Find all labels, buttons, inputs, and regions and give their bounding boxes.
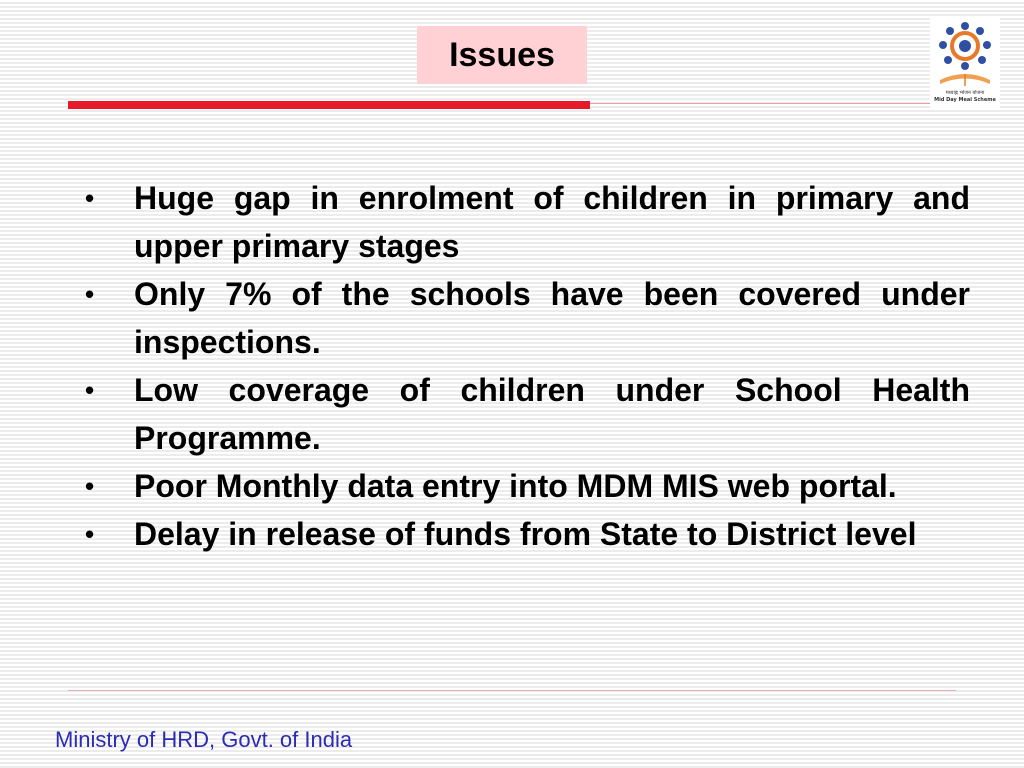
title-underline-thin [590,103,930,104]
bullet-dot-icon: • [85,183,95,213]
slide-title: Issues [417,26,587,84]
bullet-item [85,366,970,462]
bullet-item [85,270,970,366]
issues-bullet-list [85,174,970,558]
bullet-text: Poor Monthly data entry into MDM MIS web portal. [134,468,897,504]
logo-caption-english: Mid Day Meal Scheme [934,97,996,103]
footer-ministry-label: Ministry of HRD, Govt. of India [55,727,353,752]
logo-emblem-icon [930,18,1000,90]
bullet-text: Low coverage of children under School Health Programme. [134,372,970,456]
logo-caption-hindi: मध्याह्न भोजन योजना [945,90,985,96]
bullet-item [85,510,970,558]
bullet-dot-icon: • [85,279,95,309]
bullet-item [85,462,970,510]
mid-day-meal-logo [930,18,1000,108]
bullet-text: Delay in release of funds from State to District level [134,516,917,552]
title-underline-accent [68,101,590,109]
bullet-dot-icon: • [85,471,95,501]
bullet-text: Huge gap in enrolment of children in primary and upper primary stages [134,180,970,264]
bullet-text: Only 7% of the schools have been covered under inspections. [134,276,970,360]
bullet-item [85,174,970,270]
footer-divider [68,690,956,691]
bullet-dot-icon: • [85,519,95,549]
bullet-dot-icon: • [85,375,95,405]
